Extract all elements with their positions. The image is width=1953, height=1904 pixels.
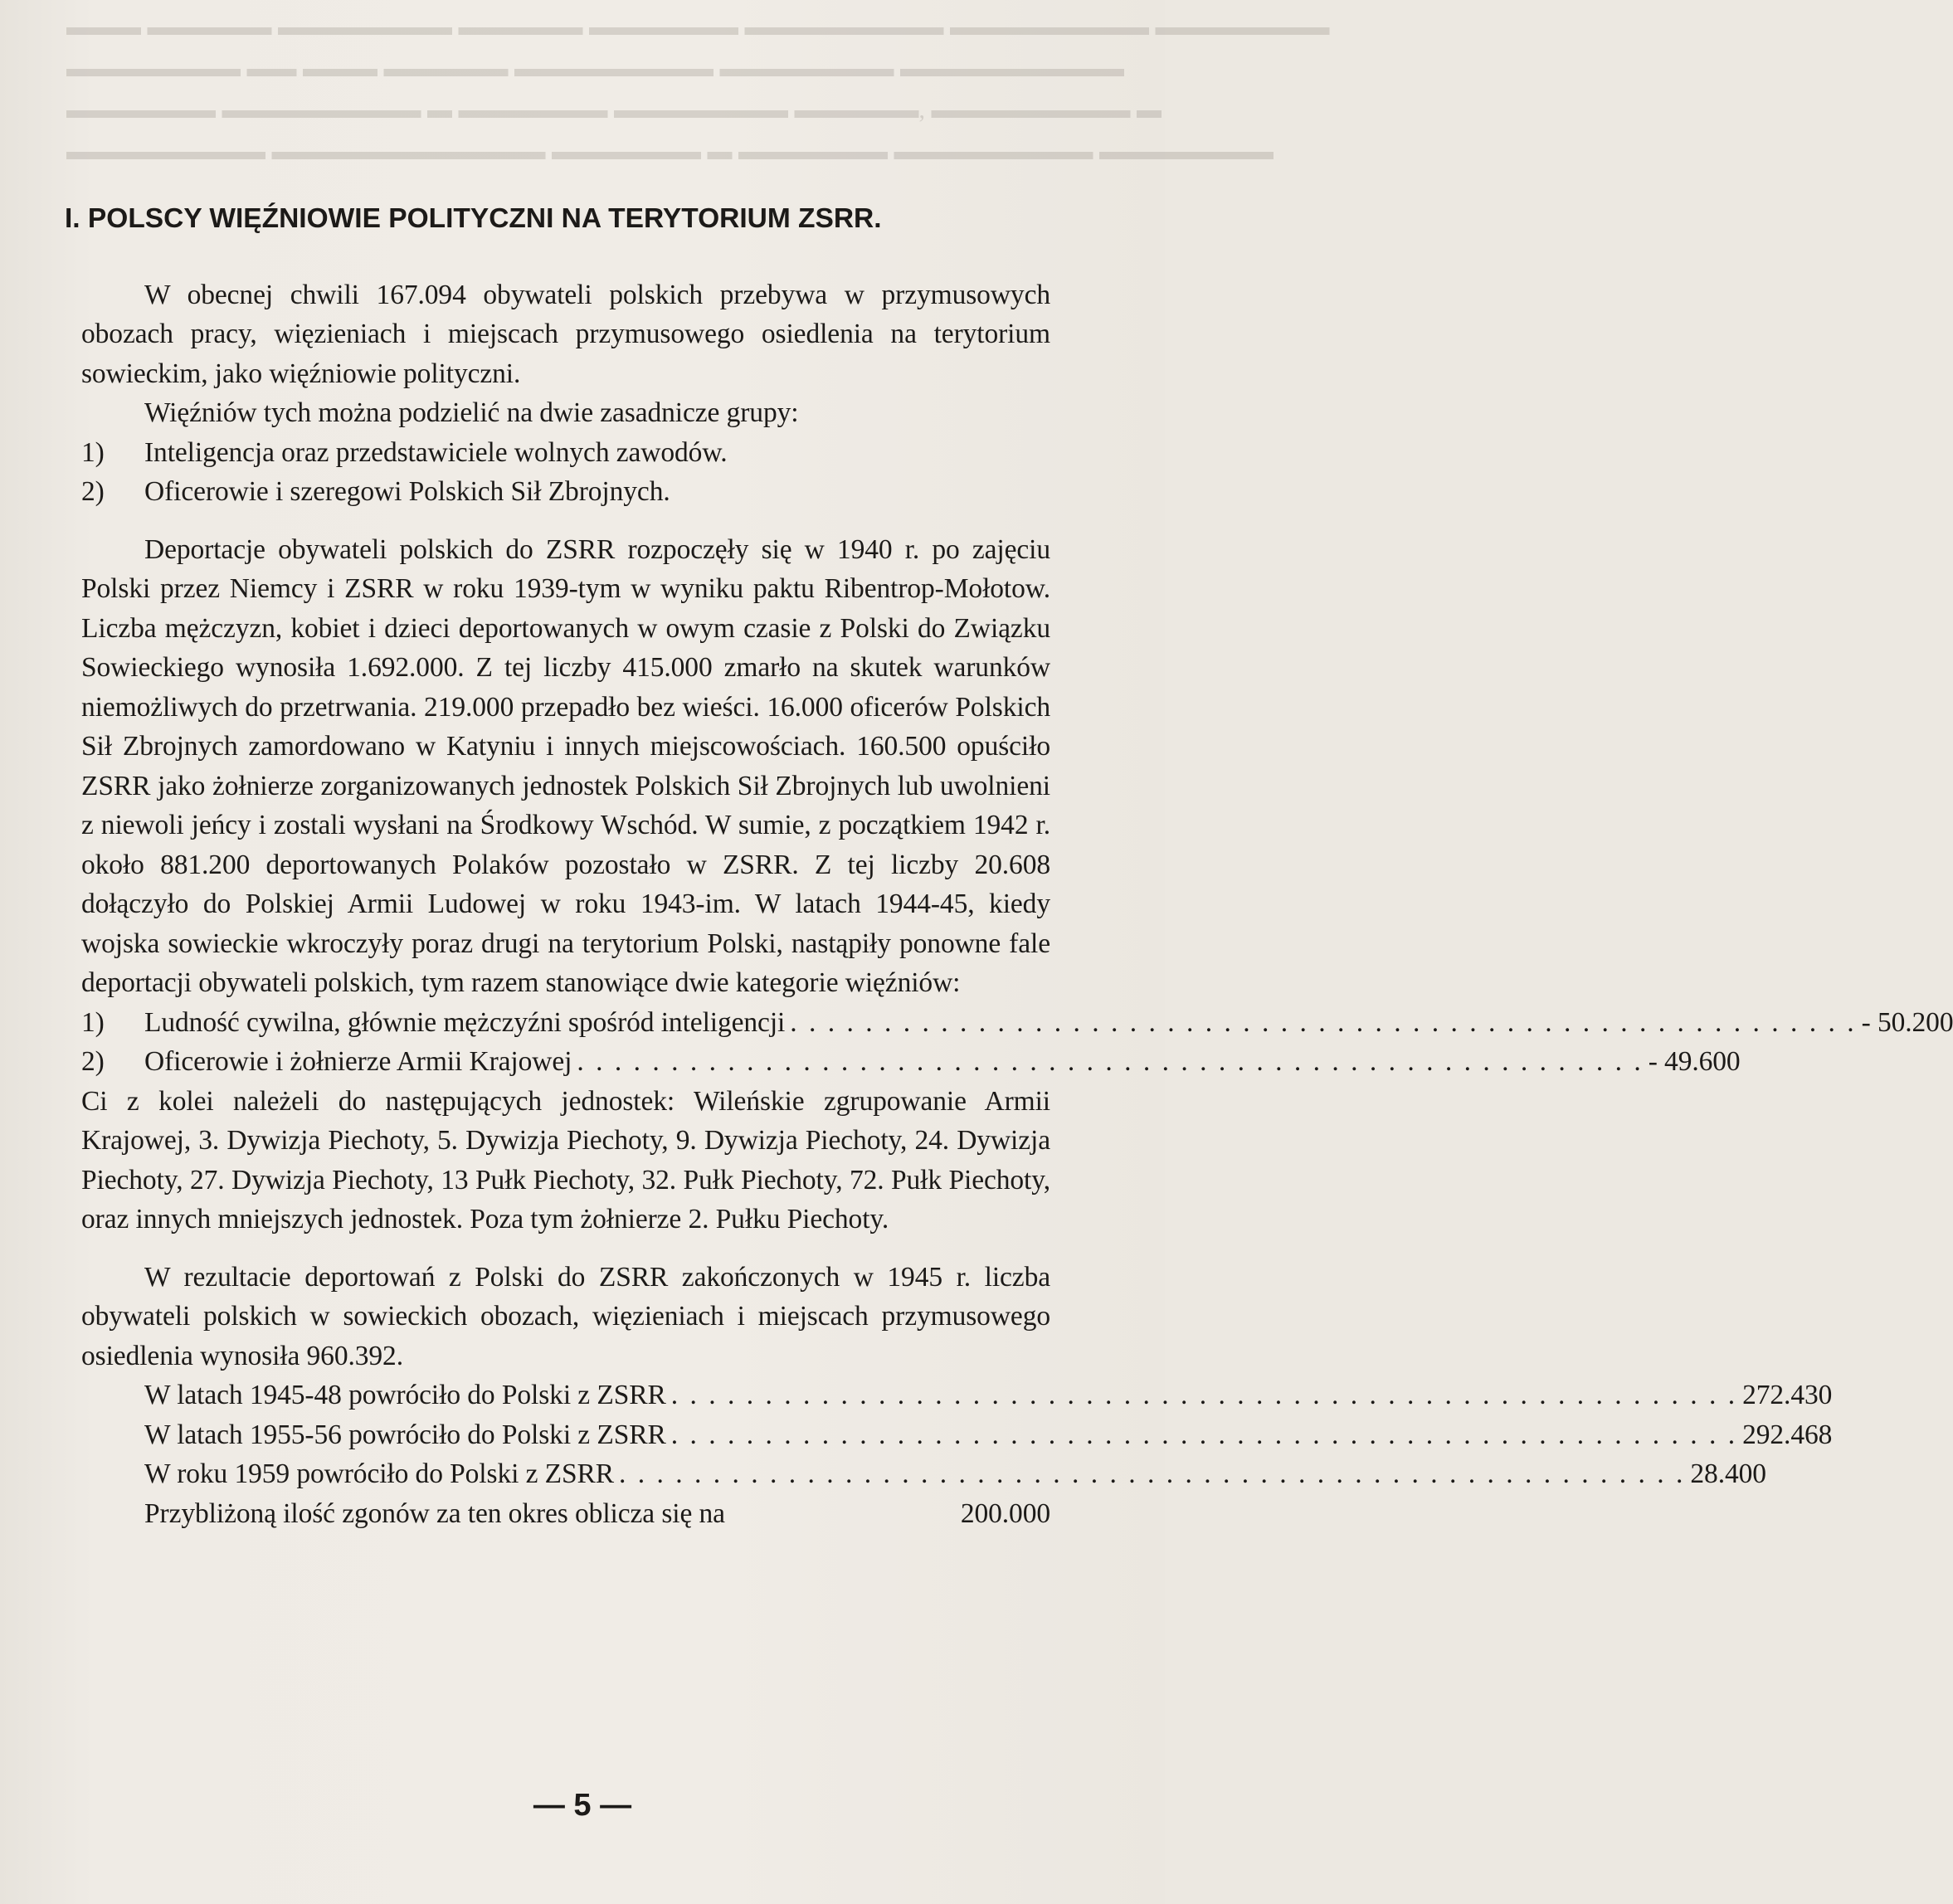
intro-paragraph: W obecnej chwili 167.094 obywateli polskich przebywa w przymusowych obozach pracy, więzieniach i miejscach przymusowego osiedlenia na terytorium sowieckim, jako więźniowie polityczni. [81,279,1050,389]
return-value: 292.468 [1742,1419,1833,1450]
deaths-line [144,1494,1050,1534]
list-number: 2) [81,1046,105,1077]
list-item [81,472,1050,512]
list-text: Oficerowie i szeregowi Polskich Sił Zbrojnych. [144,476,670,507]
leader-dots [790,1003,1856,1043]
show-through-bleed: ▬▬▬ ▬▬▬▬▬ ▬▬▬▬▬▬▬ ▬▬▬▬▬ ▬▬▬▬▬▬ ▬▬▬▬▬▬▬▬ ▬▬▬▬▬▬▬▬ ▬▬▬▬▬▬▬ ▬▬▬▬▬▬▬ ▬▬ ▬▬▬ ▬▬▬▬▬ ▬▬▬▬▬▬▬▬ ▬▬▬▬▬▬▬ ▬▬▬▬▬▬▬▬▬ ▬▬▬▬▬▬ ▬▬▬▬▬▬▬▬ ▬ ▬▬▬▬▬▬ ▬▬▬▬▬▬▬ ▬▬▬▬▬, ▬▬▬▬▬▬▬▬ ▬ ▬▬▬▬▬▬▬▬ ▬▬▬▬▬▬▬▬▬▬▬ ▬▬▬▬▬▬ ▬ ▬▬▬▬▬▬ ▬▬▬▬▬▬▬▬ ▬▬▬▬▬▬▬ [66,13,1330,165]
leader-dots [671,1415,1737,1455]
return-label: W latach 1945-48 powróciło do Polski z ZSRR [144,1380,666,1410]
category-label: Ludność cywilna, głównie mężczyźni spośród inteligencji [144,1006,786,1038]
result-paragraph: W rezultacie deportowań z Polski do ZSRR zakończonych w 1945 r. liczba obywateli polskich w sowieckich obozach, więzieniach i miejscach przymusowego osiedlenia wynosiła 960.392. [81,1261,1050,1371]
section-heading: I. POLSCY WIĘŹNIOWIE POLITYCZNI NA TERYTORIUM ZSRR. [65,203,882,234]
list-item [81,433,1050,473]
groups-intro: Więźniów tych można podzielić na dwie zasadnicze grupy: [144,397,799,428]
page-number: — 5 — [533,1788,632,1823]
list-number: 2) [81,476,105,507]
list-item [144,1454,1766,1494]
list-item [144,1415,1833,1455]
list-item [144,1376,1833,1415]
leader-dots [619,1454,1685,1494]
list-item [81,1042,1741,1082]
returns-list [81,1376,1833,1533]
category-value: - 50.200 [1861,1006,1953,1038]
list-item [81,1003,1953,1043]
categories-list [81,1003,1953,1082]
units-paragraph: Ci z kolei należeli do następujących jednostek: Wileńskie zgrupowanie Armii Krajowej, 3. Dywizja Piechoty, 5. Dywizja Piechoty, 9. Dywizja Piechoty, 24. Dywizja Piechoty, 27. Dywizja Piechoty, 13 Pułk Piechoty, 32. Pułk Piechoty, 72. Pułk Piechoty, oraz innych mniejszych jednostek. Poza tym żołnierze 2. Pułku Piechoty. [81,1085,1050,1234]
list-number: 1) [81,1006,105,1038]
leader-dots [671,1376,1737,1415]
return-label: W roku 1959 powróciło do Polski z ZSRR [144,1458,615,1489]
leader-dots [577,1042,1643,1082]
deportation-paragraph: Deportacje obywateli polskich do ZSRR rozpoczęły się w 1940 r. po zajęciu Polski przez Niemcy i ZSRR w roku 1939-tym w wyniku paktu Ribentrop-Mołotow. Liczba mężczyzn, kobiet i dzieci deportowanych w owym czasie z Polski do Związku Sowieckiego wynosiła 1.692.000. Z tej liczby 415.000 zmarło na skutek warunków niemożliwych do przetrwania. 219.000 przepadło bez wieści. 16.000 oficerów Polskich Sił Zbrojnych zamordowano w Katyniu i innych miejscowościach. 160.500 opuściło ZSRR jako żołnierze zorganizowanych jednostek Polskich Sił Zbrojnych lub uwolnieni z niewoli jeńcy i zostali wysłani na Środkowy Wschód. W sumie, z początkiem 1942 r. około 881.200 deportowanych Polaków pozostało w ZSRR. Z tej liczby 20.608 dołączyło do Polskiej Armii Ludowej w roku 1943-im. W latach 1944-45, kiedy wojska sowieckie wkroczyły poraz drugi na terytorium Polski, nastąpiły ponowne fale deportacji obywateli polskich, tym razem stanowiące dwie kategorie więźniów: [81,533,1050,998]
list-number: 1) [81,436,105,468]
return-label: W latach 1955-56 powróciło do Polski z ZSRR [144,1419,666,1450]
return-value: 272.430 [1742,1380,1833,1410]
groups-list [81,433,1050,512]
return-value: 28.400 [1690,1458,1766,1489]
document-body [65,199,1953,1533]
deaths-value: 200.000 [960,1497,1050,1529]
category-value: - 49.600 [1648,1046,1741,1077]
category-label: Oficerowie i żołnierze Armii Krajowej [144,1046,572,1077]
list-text: Inteligencja oraz przedstawiciele wolnych zawodów. [144,436,728,468]
deaths-label: Przybliżoną ilość zgonów za ten okres oblicza się na [144,1497,725,1529]
